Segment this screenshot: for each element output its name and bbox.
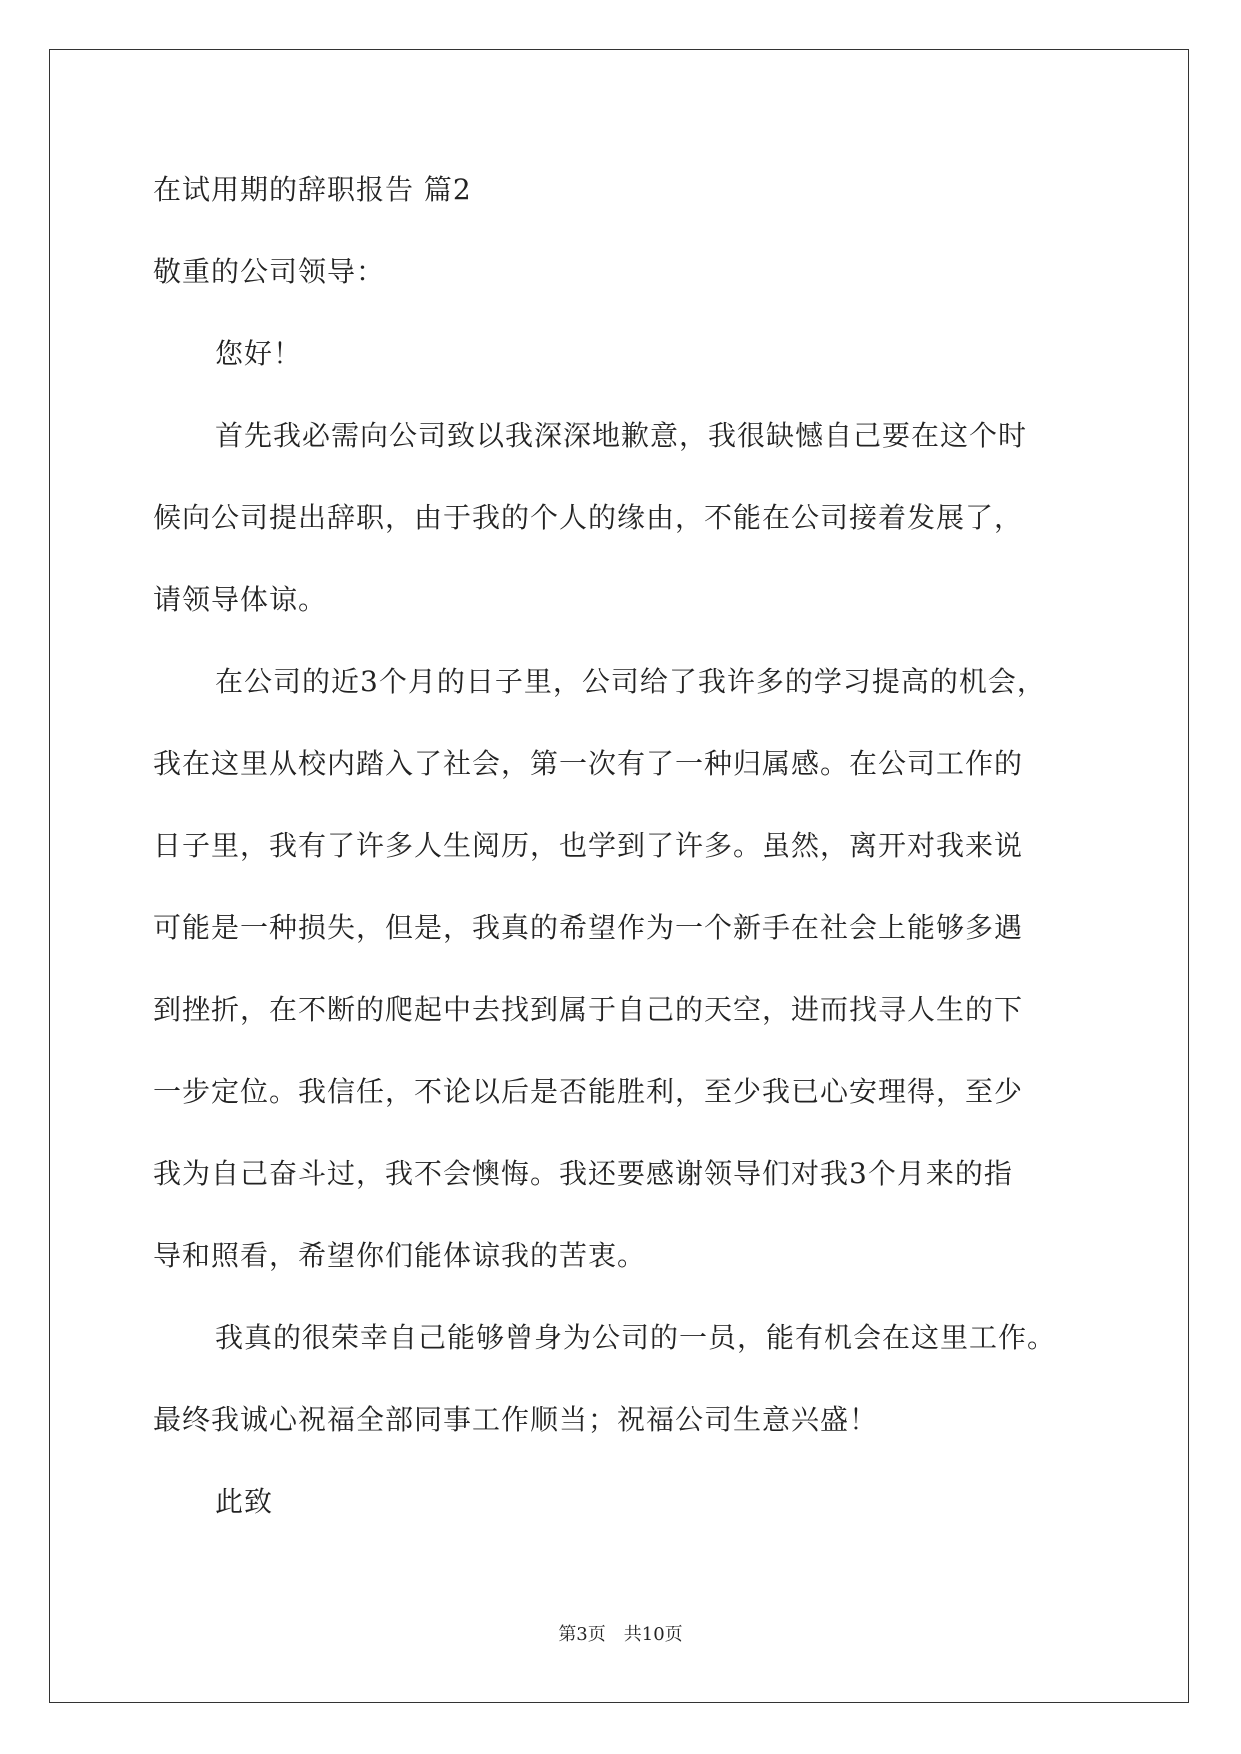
body-line: 导和照看，希望你们能体谅我的苦衷。 — [153, 1239, 647, 1272]
body-line: 在公司的近3个月的日子里，公司给了我许多的学习提高的机会， — [215, 665, 1046, 698]
page-number: 第3页 共10页 — [558, 1624, 683, 1645]
greeting: 您好！ — [215, 337, 303, 370]
body-line: 最终我诚心祝福全部同事工作顺当；祝福公司生意兴盛！ — [153, 1403, 879, 1436]
body-line: 到挫折，在不断的爬起中去找到属于自己的天空，进而找寻人生的下 — [153, 993, 1024, 1026]
body-line: 日子里，我有了许多人生阅历，也学到了许多。虽然，离开对我来说 — [153, 829, 1024, 862]
body-line: 我在这里从校内踏入了社会，第一次有了一种归属感。在公司工作的 — [153, 747, 1024, 780]
body-line: 可能是一种损失，但是，我真的希望作为一个新手在社会上能够多遇 — [153, 911, 1024, 944]
body-line: 我真的很荣幸自己能够曾身为公司的一员，能有机会在这里工作。 — [215, 1321, 1057, 1354]
body-line: 一步定位。我信任，不论以后是否能胜利，至少我已心安理得，至少 — [153, 1075, 1024, 1108]
body-line: 候向公司提出辞职，由于我的个人的缘由，不能在公司接着发展了， — [153, 501, 1024, 534]
salutation: 敬重的公司领导： — [153, 255, 386, 288]
closing: 此致 — [215, 1485, 274, 1518]
document-title: 在试用期的辞职报告 篇2 — [153, 173, 472, 206]
body-line: 请领导体谅。 — [153, 583, 328, 616]
page-border — [49, 49, 1189, 1703]
body-line: 首先我必需向公司致以我深深地歉意，我很缺憾自己要在这个时 — [215, 419, 1028, 452]
body-line: 我为自己奋斗过，我不会懊悔。我还要感谢领导们对我3个月来的指 — [153, 1157, 1013, 1190]
